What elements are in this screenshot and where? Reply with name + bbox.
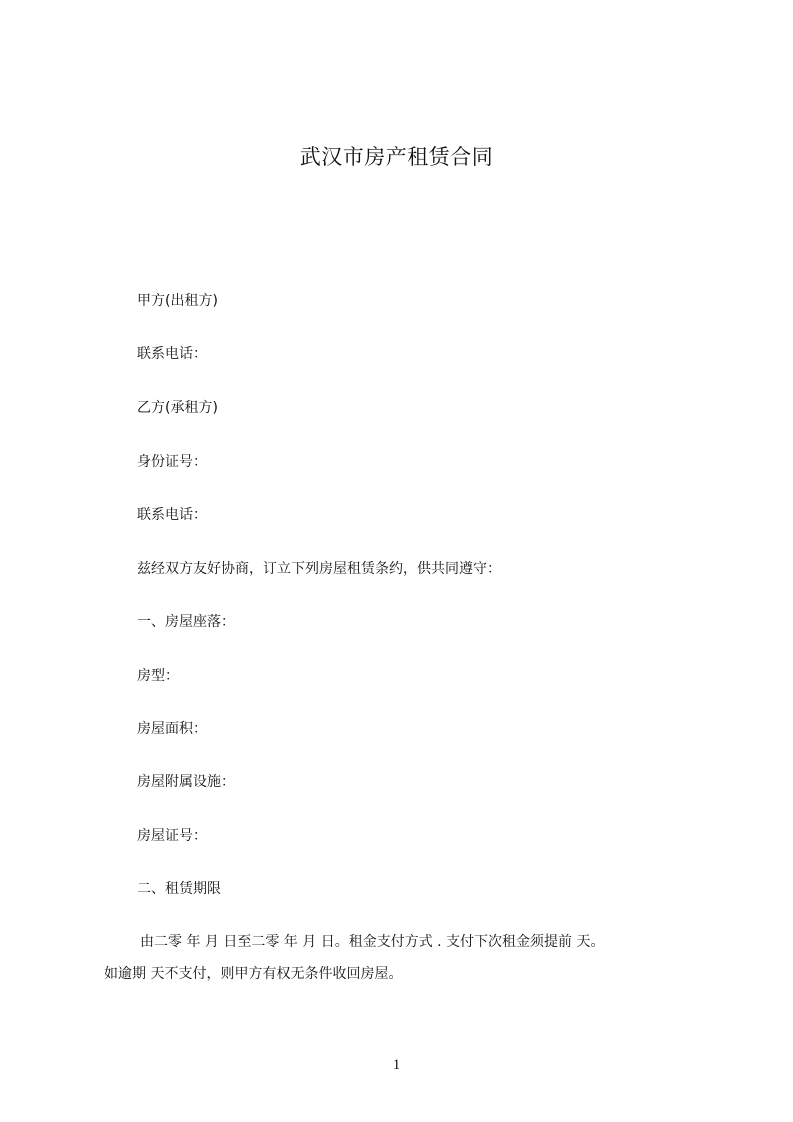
party-b-label: 乙方(承租方) (137, 400, 218, 416)
party-a-phone-label: 联系电话： (137, 346, 207, 362)
term-paragraph (104, 932, 724, 984)
party-b-id-label: 身份证号： (137, 454, 207, 470)
page-number: 1 (392, 1057, 401, 1073)
room-type-label: 房型： (137, 668, 179, 684)
party-b-phone-label: 联系电话： (137, 507, 207, 523)
facilities-label: 房屋附属设施： (137, 774, 235, 790)
term-paragraph-line-1: 由二零 年 月 日至二零 年 月 日。租金支付方式 . 支付下次租金须提前 天。 (140, 934, 605, 950)
document-title: 武汉市房产租赁合同 (299, 145, 494, 169)
party-a-label: 甲方(出租方) (137, 293, 218, 309)
certificate-label: 房屋证号： (137, 828, 207, 844)
area-label: 房屋面积： (137, 721, 207, 737)
section-2-heading: 二、租赁期限 (137, 881, 221, 897)
agreement-intro: 兹经双方友好协商，订立下列房屋租赁条约，供共同遵守： (137, 561, 501, 577)
term-paragraph-line-2: 如逾期 天不支付，则甲方有权无条件收回房屋。 (104, 966, 403, 982)
section-1-heading: 一、房屋座落： (137, 614, 235, 630)
